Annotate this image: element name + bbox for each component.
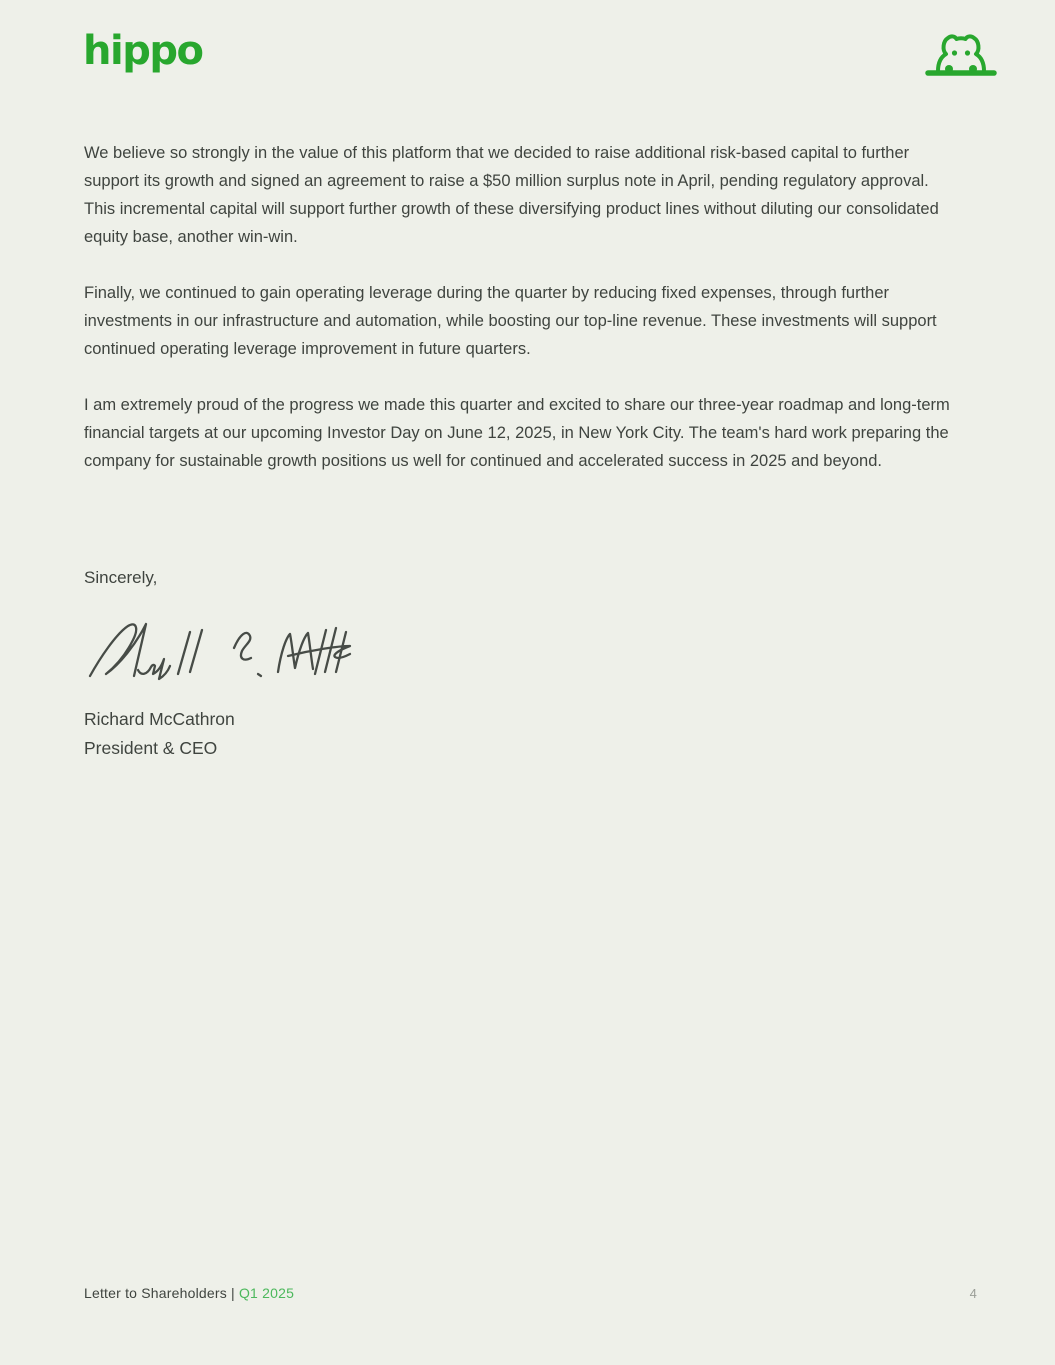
footer-label: Letter to Shareholders |: [84, 1285, 235, 1301]
page-number: 4: [969, 1286, 977, 1301]
signature-richard-mccathron: [82, 612, 358, 694]
letter-paragraph: We believe so strongly in the value of this platform that we decided to raise additional risk-based capital to further support its growth and signed an agreement to raise a $50 million surplus note in April, pending regulatory approval. This incremental capital will support further growth of these diversifying product lines without diluting our consolidated equity base, another win-win.: [84, 144, 939, 246]
closing-salutation: Sincerely,: [84, 568, 158, 587]
signer-name: Richard McCathron: [84, 709, 235, 729]
page-footer: [84, 1285, 977, 1301]
hippo-peeking-icon: [925, 26, 997, 80]
letter-paragraph: I am extremely proud of the progress we made this quarter and excited to share our three-year roadmap and long-term financial targets at our upcoming Investor Day on June 12, 2025, in New York City. The team's hard work preparing the company for sustainable growth positions us well for continued and accelerated success in 2025 and beyond.: [84, 396, 950, 470]
signer-block: [84, 705, 235, 763]
footer-caption: [84, 1285, 294, 1301]
hippo-logo-wordmark: hippo: [83, 28, 203, 74]
letter-paragraph: Finally, we continued to gain operating leverage during the quarter by reducing fixed expenses, through further investments in our infrastructure and automation, while boosting our top-line revenue. These investments will support continued operating leverage improvement in future quarters.: [84, 284, 937, 358]
letter-body: [84, 139, 964, 503]
signer-title: President & CEO: [84, 738, 218, 758]
footer-edition: Q1 2025: [238, 1285, 295, 1301]
